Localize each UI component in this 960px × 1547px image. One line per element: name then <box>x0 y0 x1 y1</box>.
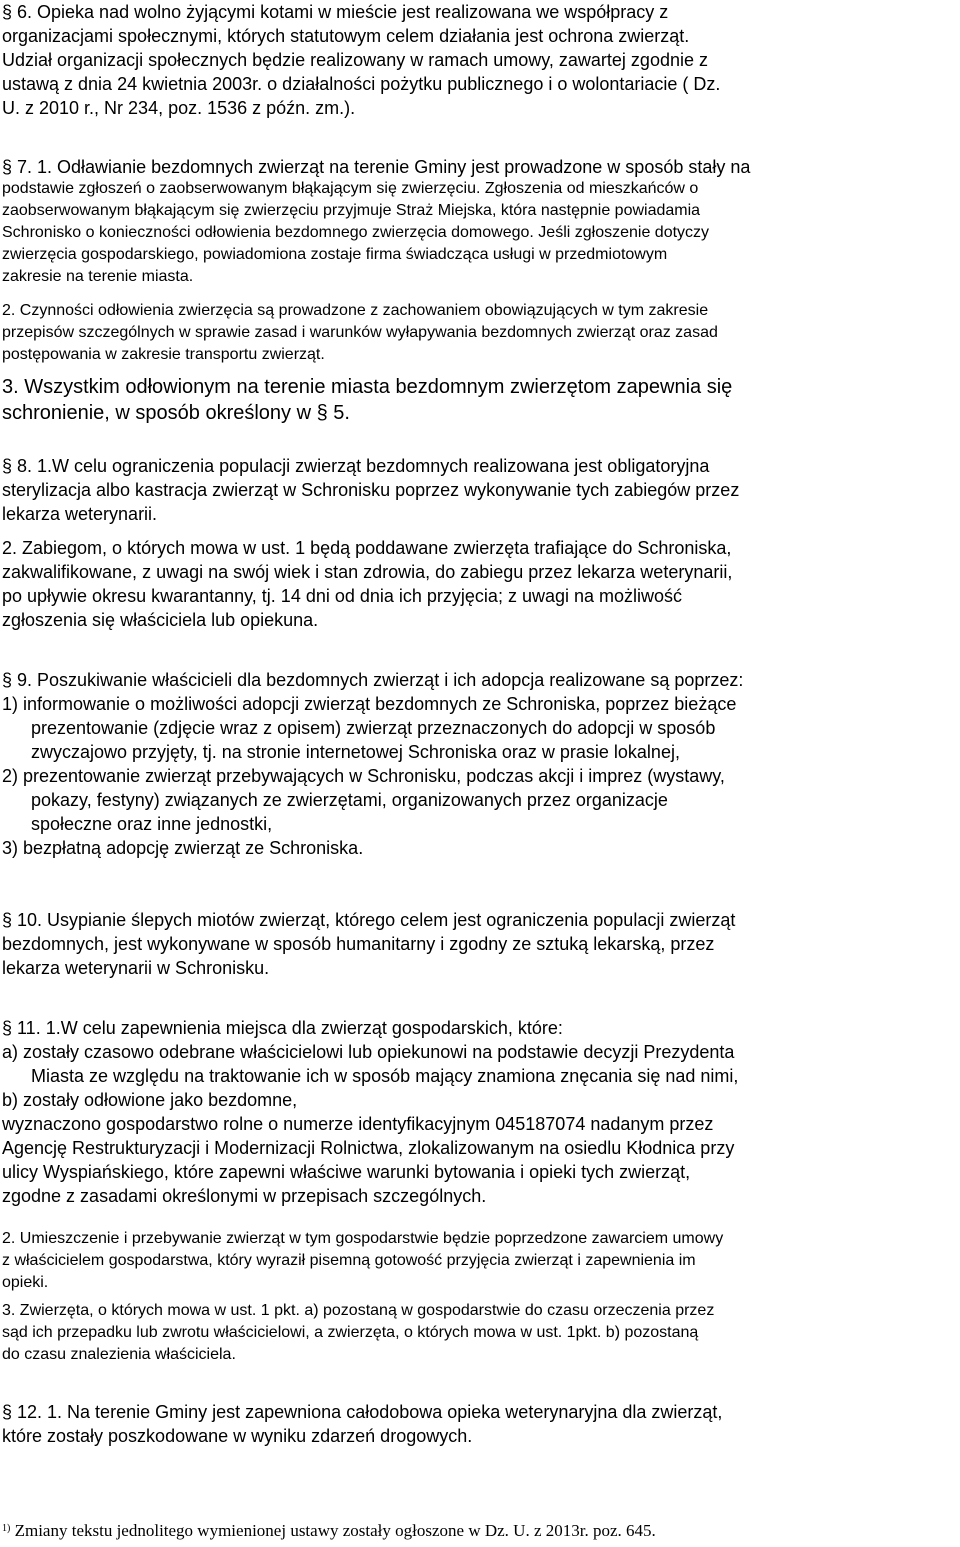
text-line: zakresie na terenie miasta. <box>2 268 194 285</box>
text-line: 1) informowanie o możliwości adopcji zwierząt bezdomnych ze Schroniska, poprzez bieżące <box>2 694 737 714</box>
text-line: Miasta ze względu na traktowanie ich w sposób mający znamiona znęcania się nad nimi, <box>31 1066 739 1086</box>
text-line: zwierzęcia gospodarskiego, powiadomiona zostaje firma świadcząca usługi w przedmiotowym <box>2 246 668 263</box>
text-line: 2. Czynności odłowienia zwierzęcia są prowadzone z zachowaniem obowiązujących w tym zakresie <box>2 302 709 319</box>
section-12 <box>2 1400 954 1448</box>
text-line: zakwalifikowane, z uwagi na swój wiek i stan zdrowia, do zabiegu przez lekarza weterynarii, <box>2 562 733 582</box>
text-line: przepisów szczególnych w sprawie zasad i warunków wyłapywania bezdomnych zwierząt oraz zasad <box>2 324 718 341</box>
text-line: podstawie zgłoszeń o zaobserwowanym błąkającym się zwierzęciu. Zgłoszenia od mieszkańców o <box>2 180 699 197</box>
text-line: z właścicielem gospodarstwa, który wyraził pisemną gotowość przyjęcia zwierząt i zapewnienia im <box>2 1252 696 1269</box>
list-item <box>2 836 954 860</box>
text-line: § 7. 1. Odławianie bezdomnych zwierząt na terenie Gminy jest prowadzone w sposób stały na <box>2 157 751 177</box>
text-line: § 10. Usypianie ślepych miotów zwierząt, którego celem jest ograniczenia populacji zwierząt <box>2 910 736 930</box>
text-line: § 9. Poszukiwanie właścicieli dla bezdomnych zwierząt i ich adopcja realizowane są poprzez: <box>2 670 744 690</box>
text-line: sterylizacja albo kastracja zwierząt w Schronisku poprzez wykonywanie tych zabiegów przez <box>2 480 740 500</box>
section-8-paragraph-1 <box>2 454 954 526</box>
text-line: ulicy Wyspiańskiego, które zapewni właściwe warunki bytowania i opieki tych zwierząt, <box>2 1162 691 1182</box>
text-line: zaobserwowanym błąkającym się zwierzęciu przyjmuje Straż Miejska, która następnie powiadamia <box>2 202 701 219</box>
list-item <box>2 764 954 836</box>
text-line: lekarza weterynarii w Schronisku. <box>2 958 270 978</box>
text-line: opieki. <box>2 1274 49 1291</box>
text-line: 3. Wszystkim odłowionym na terenie miasta bezdomnym zwierzętom zapewnia się <box>2 376 733 398</box>
list-item <box>2 692 954 764</box>
text-line: § 12. 1. Na terenie Gminy jest zapewniona całodobowa opieka weterynaryjna dla zwierząt, <box>2 1402 723 1422</box>
text-line: Schronisko o konieczności odłowienia bezdomnego zwierzęcia domowego. Jeśli zgłoszenie dotyczy <box>2 224 710 241</box>
text-line: lekarza weterynarii. <box>2 504 158 524</box>
section-8-paragraph-2 <box>2 536 954 632</box>
text-line: 3) bezpłatną adopcję zwierząt ze Schroniska. <box>2 838 364 858</box>
text-line: które zostały poszkodowane w wyniku zdarzeń drogowych. <box>2 1426 473 1446</box>
text-line: bezdomnych, jest wykonywane w sposób humanitarny i zgodny ze sztuką lekarską, przez <box>2 934 715 954</box>
text-line: a) zostały czasowo odebrane właścicielowi lub opiekunowi na podstawie decyzji Prezydenta <box>2 1042 735 1062</box>
text-line: postępowania w zakresie transportu zwierząt. <box>2 346 325 363</box>
section-6 <box>2 0 954 120</box>
text-line: Agencję Restrukturyzacji i Modernizacji Rolnictwa, zlokalizowanym na osiedlu Kłodnica przy <box>2 1138 735 1158</box>
text-line: Udział organizacji społecznych będzie realizowany w ramach umowy, zawartej zgodnie z <box>2 50 708 70</box>
text-line: pokazy, festyny) związanych ze zwierzętami, organizowanych przez organizacje <box>31 790 668 810</box>
section-7-paragraph-3 <box>2 374 954 426</box>
text-line: organizacjami społecznymi, których statutowym celem działania jest ochrona zwierząt. <box>2 26 690 46</box>
text-line: § 8. 1.W celu ograniczenia populacji zwierząt bezdomnych realizowana jest obligatoryjna <box>2 456 710 476</box>
text-line: do czasu znalezienia właściciela. <box>2 1346 236 1363</box>
section-9 <box>2 668 954 860</box>
text-line: b) zostały odłowione jako bezdomne, <box>2 1090 298 1110</box>
section-7-paragraph-1 <box>2 156 954 288</box>
section-7-paragraph-2 <box>2 300 954 366</box>
text-line: 3. Zwierzęta, o których mowa w ust. 1 pkt. a) pozostaną w gospodarstwie do czasu orzeczenia przez <box>2 1302 715 1319</box>
text-line: § 11. 1.W celu zapewnienia miejsca dla zwierząt gospodarskich, które: <box>2 1018 563 1038</box>
section-11-paragraph-3 <box>2 1300 954 1366</box>
text-line: społeczne oraz inne jednostki, <box>31 814 273 834</box>
section-10 <box>2 908 954 980</box>
section-11-paragraph-2 <box>2 1228 954 1294</box>
text-line: wyznaczono gospodarstwo rolne o numerze identyfikacyjnym 045187074 nadanym przez <box>2 1114 714 1134</box>
text-line: 2. Zabiegom, o których mowa w ust. 1 będą poddawane zwierzęta trafiające do Schroniska, <box>2 538 732 558</box>
text-line: 2. Umieszczenie i przebywanie zwierząt w tym gospodarstwie będzie poprzedzone zawarciem umowy <box>2 1230 724 1247</box>
text-line: § 6. Opieka nad wolno żyjącymi kotami w mieście jest realizowana we współpracy z <box>2 2 669 22</box>
text-line: zgodne z zasadami określonymi w przepisach szczególnych. <box>2 1186 487 1206</box>
footnote-text: Zmiany tekstu jednolitego wymienionej ustawy zostały ogłoszone w Dz. U. z 2013r. poz. 645. <box>14 1521 656 1540</box>
footnote <box>2 1520 954 1542</box>
text-line: 2) prezentowanie zwierząt przebywających w Schronisku, podczas akcji i imprez (wystawy, <box>2 766 725 786</box>
footnote-mark: 1) <box>2 1523 11 1534</box>
text-line: zgłoszenia się właściciela lub opiekuna. <box>2 610 319 630</box>
text-line: zwyczajowo przyjęty, tj. na stronie internetowej Schroniska oraz w prasie lokalnej, <box>31 742 680 762</box>
text-line: U. z 2010 r., Nr 234, poz. 1536 z późn. zm.). <box>2 98 356 118</box>
text-line: sąd ich przepadku lub zwrotu właścicielowi, a zwierzęta, o których mowa w ust. 1pkt. b) pozostaną <box>2 1324 699 1341</box>
section-11-paragraph-1 <box>2 1016 954 1208</box>
text-line: schronienie, w sposób określony w § 5. <box>2 402 350 424</box>
text-line: ustawą z dnia 24 kwietnia 2003r. o działalności pożytku publicznego i o wolontariacie ( Dz. <box>2 74 721 94</box>
text-line: po upływie okresu kwarantanny, tj. 14 dni od dnia ich przyjęcia; z uwagi na możliwość <box>2 586 683 606</box>
text-line: prezentowanie (zdjęcie wraz z opisem) zwierząt przeznaczonych do adopcji w sposób <box>31 718 716 738</box>
